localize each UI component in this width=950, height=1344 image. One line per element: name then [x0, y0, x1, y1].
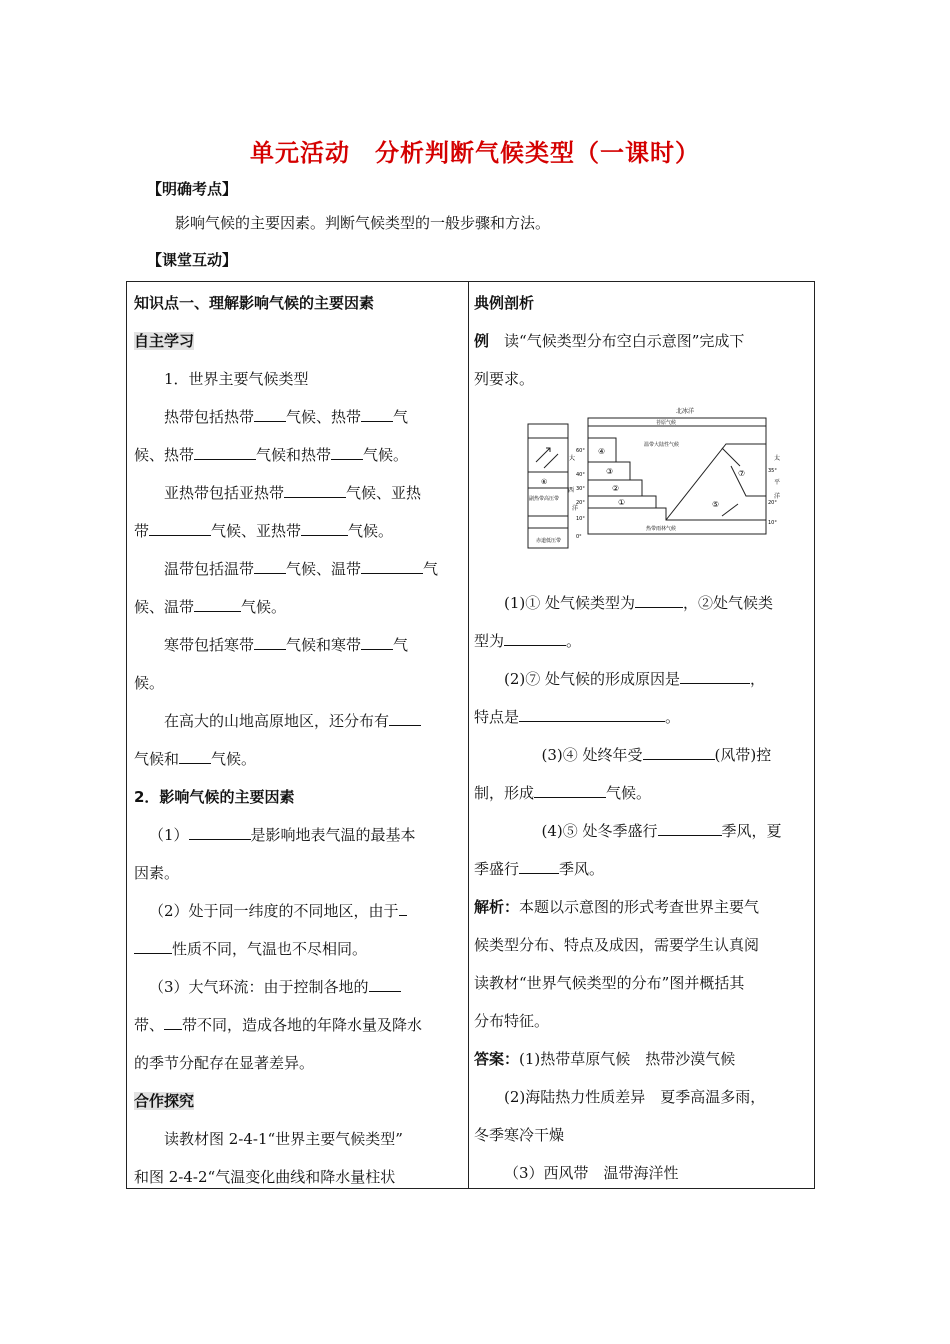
temperate-line-1: 温带包括温带 气候、温带 气 — [164, 560, 439, 578]
analysis-line-1: 解析：本题以示意图的形式考查世界主要气 — [474, 898, 760, 916]
label-equatorial-low: 赤道低压带 — [536, 538, 562, 544]
factors-heading: 2．影响气候的主要因素 — [134, 788, 295, 806]
mountain-line-2: 气候和 气候。 — [134, 750, 257, 768]
analysis-line-4: 分布特征。 — [474, 1012, 550, 1030]
blank[interactable] — [361, 407, 393, 422]
svg-text:洋: 洋 — [774, 493, 781, 500]
q1-line-2: 型为 。 — [474, 632, 582, 650]
svg-text:10°: 10° — [768, 520, 777, 526]
blank[interactable] — [149, 521, 211, 536]
marker-6: ⑥ — [541, 478, 548, 486]
climate-distribution-diagram — [526, 404, 786, 564]
blank[interactable] — [331, 445, 363, 460]
subtropical-line-1: 亚热带包括亚热带 气候、亚热 — [164, 484, 422, 502]
label-rainforest: 热带雨林气候 — [646, 526, 677, 532]
temperate-line-2: 候、温带 气候。 — [134, 598, 287, 616]
left-column — [134, 284, 462, 1196]
knowledge-point-heading: 知识点一、理解影响气候的主要因素 — [134, 294, 375, 312]
q4-line-1: (4)⑤ 处冬季盛行 季风，夏 — [541, 822, 782, 840]
reading-line-2: 和图 2-4-2“气温变化曲线和降水量柱状 — [134, 1168, 396, 1186]
blank[interactable] — [361, 635, 393, 650]
q3-line-2: 制，形成 气候。 — [474, 784, 652, 802]
example-question: 例 读“气候类型分布空白示意图”完成下 — [474, 332, 745, 350]
blank[interactable] — [643, 745, 715, 760]
marker-7: ⑦ — [738, 469, 746, 478]
cold-line-1: 寒带包括寒带 气候和寒带 气 — [164, 636, 409, 654]
blank[interactable] — [254, 407, 286, 422]
svg-text:0°: 0° — [576, 534, 582, 540]
blank[interactable] — [284, 483, 346, 498]
svg-text:40°: 40° — [576, 472, 585, 478]
blank[interactable] — [519, 859, 559, 874]
svg-text:平: 平 — [774, 479, 781, 486]
svg-text:60°: 60° — [576, 448, 585, 454]
marker-5: ⑤ — [712, 500, 720, 509]
svg-text:10°: 10° — [576, 516, 585, 522]
blank[interactable] — [189, 825, 251, 840]
blank[interactable] — [680, 669, 750, 684]
blank[interactable] — [389, 711, 421, 726]
blank[interactable] — [301, 521, 348, 536]
q4-line-2: 季盛行 季风。 — [474, 860, 605, 878]
q2-line-1: (2)⑦ 处气候的形成原因是 ， — [504, 670, 766, 688]
label-tundra: 苔原气候 — [656, 420, 677, 426]
blank[interactable] — [134, 939, 172, 954]
label-subtropical-high: 副热带高压带 — [529, 496, 560, 502]
tropical-line-2: 候、热带 气候和热带 气候。 — [134, 446, 409, 464]
blank[interactable] — [194, 445, 256, 460]
tropical-line-1: 热带包括热带 气候、热带 气 — [164, 408, 409, 426]
example-analysis-heading: 典例剖析 — [474, 294, 535, 312]
factor-1-line-2: 因素。 — [134, 864, 180, 882]
svg-text:西: 西 — [568, 487, 575, 494]
section-heading-interaction: 【课堂互动】 — [147, 251, 238, 269]
mountain-line-1: 在高大的山地高原地区，还分布有 — [134, 702, 462, 740]
intro-text: 影响气候的主要因素。判断气候类型的一般步骤和方法。 — [175, 214, 551, 232]
q3-line-1: (3)④ 处终年受 (风带)控 — [541, 746, 772, 764]
svg-text:大: 大 — [569, 455, 576, 462]
analysis-line-3: 读教材“世界气候类型的分布”图并概括其 — [474, 974, 745, 992]
example-question-cont: 列要求。 — [474, 370, 535, 388]
answer-line-3: 冬季寒冷干燥 — [474, 1126, 565, 1144]
answer-line-4: （3）西风带 温带海洋性 — [504, 1164, 679, 1182]
right-column — [474, 284, 810, 1192]
analysis-line-2: 候类型分布、特点及成因，需要学生认真阅 — [474, 936, 760, 954]
blank[interactable] — [254, 635, 286, 650]
svg-text:20°: 20° — [768, 500, 777, 506]
self-study-label: 自主学习 — [134, 332, 195, 350]
svg-text:太: 太 — [774, 455, 781, 462]
svg-text:洋: 洋 — [572, 505, 579, 512]
label-arctic: 北冰洋 — [676, 408, 695, 415]
climate-types-heading: 1．世界主要气候类型 — [164, 370, 309, 388]
blank[interactable] — [504, 631, 566, 646]
blank[interactable] — [369, 977, 401, 992]
cooperative-inquiry-label: 合作探究 — [134, 1092, 195, 1110]
page-title: 单元活动 分析判断气候类型（一课时） — [250, 139, 700, 167]
blank[interactable] — [254, 559, 286, 574]
marker-4: ④ — [598, 447, 606, 456]
factor-3-line-2: 带、 带不同，造成各地的年降水量及降水 — [134, 1016, 423, 1034]
svg-text:35°: 35° — [768, 468, 777, 474]
factor-3-line-1: （3）大气环流：由于控制各地的 — [134, 968, 462, 1006]
factor-2-line-2: 性质不同，气温也不尽相同。 — [134, 930, 462, 968]
blank[interactable] — [164, 1015, 182, 1030]
factor-3-line-3: 的季节分配存在显著差异。 — [134, 1054, 315, 1072]
factor-1-line-1: （1） 是影响地表气温的最基本 — [149, 826, 416, 844]
reading-line-1: 读教材图 2-4-1“世界主要气候类型” — [164, 1130, 403, 1148]
blank[interactable] — [361, 559, 423, 574]
blank[interactable] — [635, 593, 683, 608]
blank[interactable] — [534, 783, 606, 798]
answer-line-2: (2)海陆热力性质差异 夏季高温多雨， — [504, 1088, 766, 1106]
blank[interactable] — [658, 821, 722, 836]
marker-3: ③ — [606, 467, 614, 476]
blank[interactable] — [179, 749, 211, 764]
q2-line-2: 特点是 。 — [474, 708, 681, 726]
marker-1: ① — [618, 498, 626, 507]
blank[interactable] — [399, 901, 407, 916]
svg-text:30°: 30° — [576, 486, 585, 492]
label-continental: 温带大陆性气候 — [644, 442, 680, 448]
cold-line-2: 候。 — [134, 674, 165, 692]
section-heading-objectives: 【明确考点】 — [147, 180, 238, 198]
marker-2: ② — [612, 484, 620, 493]
blank[interactable] — [519, 707, 665, 722]
table-divider — [468, 281, 469, 1189]
q1-line-1: (1)① 处气候类型为 ，②处气候类 — [504, 594, 774, 612]
blank[interactable] — [194, 597, 241, 612]
subtropical-line-2: 带 气候、亚热带 气候。 — [134, 522, 394, 540]
svg-text:20°: 20° — [576, 500, 585, 506]
answer-line-1: 答案：(1)热带草原气候 热带沙漠气候 — [474, 1050, 736, 1068]
factor-2-line-1: （2）处于同一纬度的不同地区，由于 — [134, 892, 462, 930]
